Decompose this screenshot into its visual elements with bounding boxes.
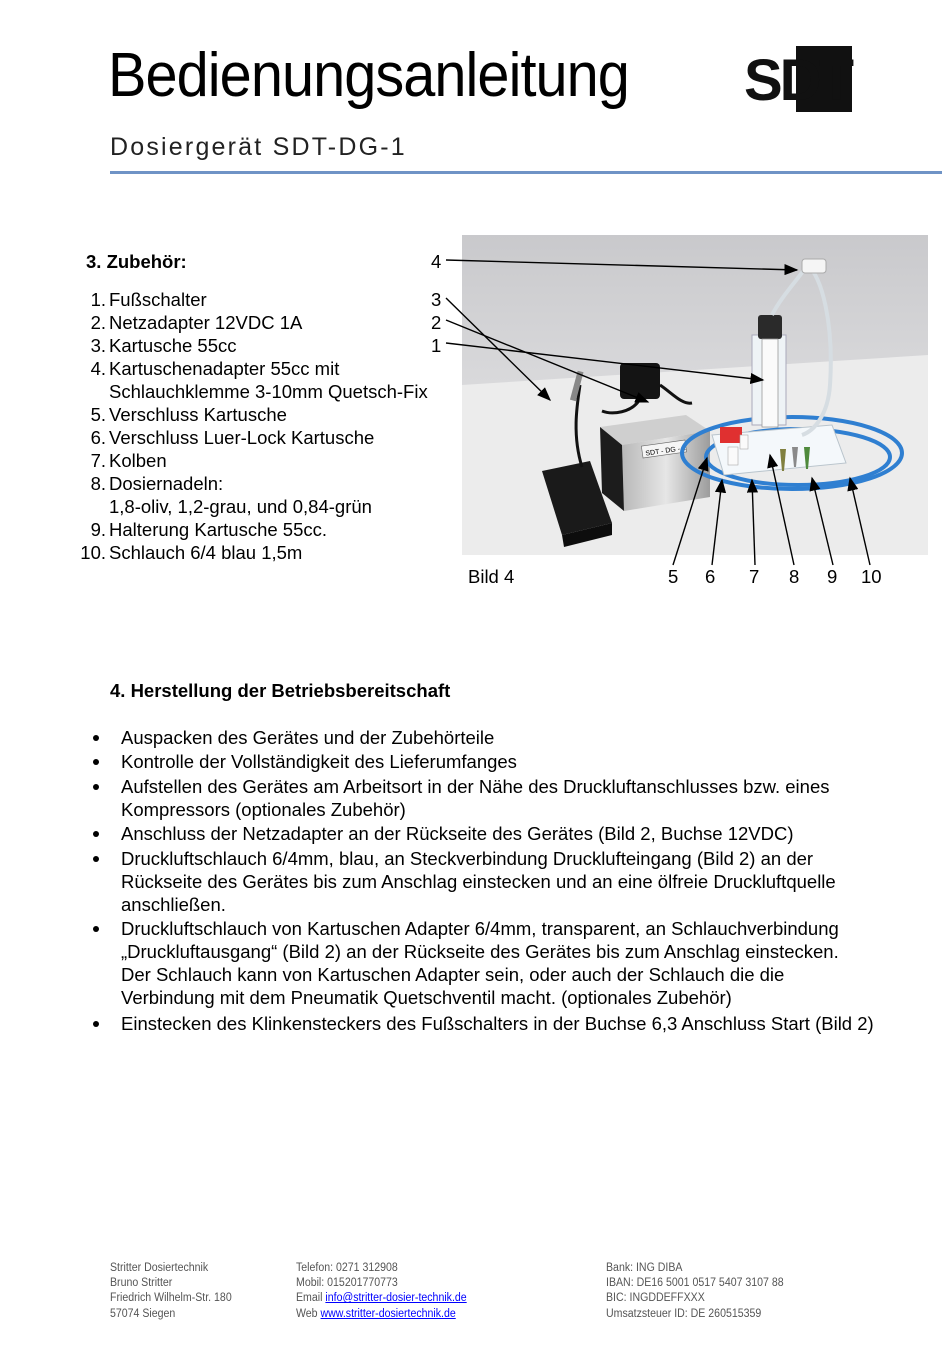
footer-line: 57074 Siegen [110,1307,176,1320]
setup-step-line: Aufstellen des Gerätes am Arbeitsort in der Nähe des Druckluftanschlusses bzw. eines [121,775,830,797]
footer-line: Umsatzsteuer ID: DE 260515359 [606,1307,762,1320]
list-item-text-continued: Schlauchklemme 3-10mm Quetsch-Fix [109,381,428,402]
figure-callout-number: 9 [827,566,838,587]
setup-step-line: „Druckluftausgang“ (Bild 2) an der Rückseite des Gerätes bis zum Anschlag einstecken. [121,941,839,963]
footer-contact [296,1261,467,1322]
callout-number: 4 [431,251,442,272]
setup-step-line: Anschluss der Netzadapter an der Rückseite des Gerätes (Bild 2, Buchse 12VDC) [121,823,794,845]
section3-heading: 3. Zubehör: [86,251,187,272]
bullet-icon [93,831,99,837]
list-item-number: 10. [80,542,106,563]
setup-step [121,775,830,821]
figure-caption: Bild 4 [468,566,515,587]
footer-line: Bruno Stritter [110,1277,173,1290]
setup-step-line: Einstecken des Klinkensteckers des Fußschalters in der Buchse 6,3 Anschluss Start (Bild 2) [121,1012,874,1034]
setup-step-line: Rückseite des Gerätes bis zum Anschlag einstecken und an eine ölfreie Druckluftquelle [121,870,836,892]
email-label: Email [296,1292,326,1305]
document-subtitle: Dosiergerät SDT-DG-1 [110,133,407,161]
list-item-number: 3. [90,335,106,356]
figure-callout-number: 5 [668,566,679,587]
footer-bank [606,1261,784,1322]
footer-line: Friedrich Wilhelm-Str. 180 [110,1292,232,1305]
list-item-number: 5. [90,404,106,425]
setup-step-line: Verbindung mit dem Pneumatik Quetschventil macht. (optionales Zubehör) [121,987,732,1009]
figure-callout-number: 7 [749,566,760,587]
bullet-icon [93,856,99,862]
figure-callout-number: 10 [861,566,882,587]
footer-phone: Telefon: 0271 312908 [296,1262,398,1274]
bullet-icon [93,784,99,790]
list-item-number: 9. [90,519,106,540]
setup-step-line: Kompressors (optionales Zubehör) [121,798,406,820]
setup-step-line: anschließen. [121,893,226,915]
web-label: Web [296,1307,321,1320]
list-item-number: 2. [90,312,106,333]
callout-number: 1 [431,335,442,356]
setup-step-line: Druckluftschlauch 6/4mm, blau, an Steckverbindung Drucklufteingang (Bild 2) an der [121,847,814,869]
setup-step-line: Kontrolle der Vollständigkeit des Lieferumfanges [121,751,517,773]
bullet-icon [93,926,99,932]
footer-line: IBAN: DE16 5001 0517 5407 3107 88 [606,1277,784,1290]
setup-step [121,847,836,916]
list-item-text: Netzadapter 12VDC 1A [109,312,303,333]
list-item-number: 6. [90,427,106,448]
device-label: SDT - DG - 1 [645,444,687,458]
list-item-number: 1. [90,289,106,310]
list-item-text: Schlauch 6/4 blau 1,5m [109,542,303,563]
setup-step-line: Druckluftschlauch von Kartuschen Adapter 6/4mm, transparent, an Schlauchverbindung [121,918,839,940]
setup-step [121,917,839,1009]
figure-callout-number: 6 [705,566,716,587]
website-link[interactable]: www.stritter-dosiertechnik.de [320,1307,456,1320]
setup-step [121,750,517,773]
footer-mobile: Mobil: 015201770773 [296,1277,398,1290]
email-link[interactable]: info@stritter-dosier-technik.de [325,1292,467,1305]
footer-line: Stritter Dosiertechnik [110,1262,209,1274]
list-item-number: 7. [90,450,106,471]
callout-number: 2 [431,312,442,333]
figure-callout-number: 8 [789,566,800,587]
bullet-icon [93,735,99,741]
footer-line: Bank: ING DIBA [606,1262,683,1274]
list-item-text: Verschluss Luer-Lock Kartusche [109,427,375,448]
bullet-icon [93,1021,99,1027]
callout-arrows [0,0,950,620]
list-item-text: Verschluss Kartusche [109,404,287,425]
setup-step-line: Auspacken des Gerätes und der Zubehörteile [121,727,495,748]
setup-step [121,822,794,845]
document-title: Bedienungsanleitung [108,41,629,110]
setup-step-line: Der Schlauch kann von Kartuschen Adapter sein, oder auch der Schlauch die die [121,964,785,986]
list-item-text: Kartuschenadapter 55cc mit [109,358,340,379]
bullet-icon [93,759,99,765]
setup-step [121,1012,874,1035]
section4-heading: 4. Herstellung der Betriebsbereitschaft [110,680,451,701]
logo-text: SDT [744,48,851,113]
list-item-text: Dosiernadeln: [109,473,224,494]
list-item-text: Halterung Kartusche 55cc. [109,519,328,540]
list-item-text-continued: 1,8-oliv, 1,2-grau, und 0,84-grün [109,496,372,517]
list-item-text: Kolben [109,450,167,471]
setup-step [121,726,494,749]
list-item-text: Fußschalter [109,289,207,310]
list-item-number: 8. [90,473,106,494]
list-item-text: Kartusche 55cc [109,335,237,356]
callout-number: 3 [431,289,442,310]
footer-company [110,1261,232,1322]
list-item-number: 4. [90,358,106,379]
footer-line: BIC: INGDDEFFXXX [606,1292,705,1305]
